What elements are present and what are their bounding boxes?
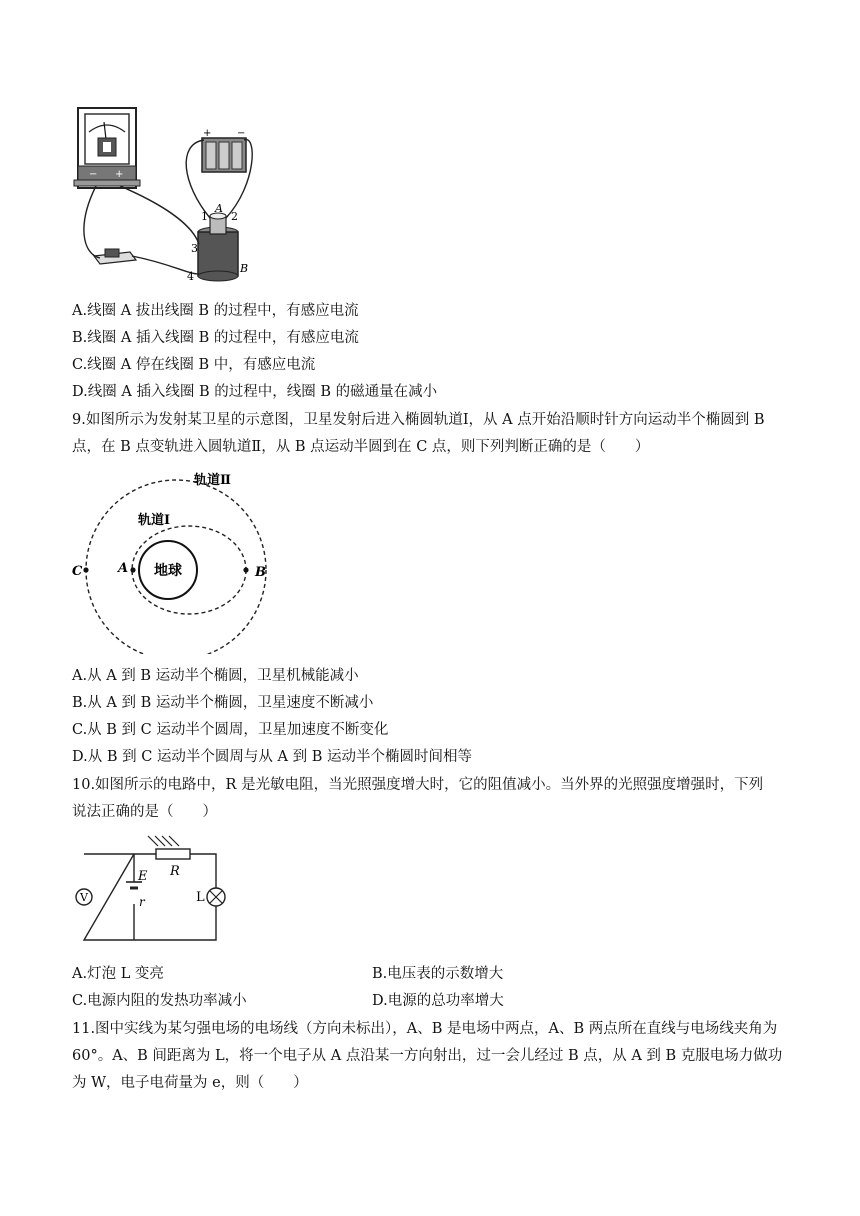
terminal-2-label: 2 xyxy=(231,210,238,223)
q10-stem-line1: 10.如图所示的电路中，R 是光敏电阻，当光照强度增大时，它的阻值减小。当外界的光照强度增强时，下列 xyxy=(72,777,764,793)
photoresistor xyxy=(156,849,190,859)
q9-option-c: C.从 B 到 C 运动半个圆周，卫星加速度不断变化 xyxy=(72,722,389,738)
galvanometer xyxy=(74,108,140,188)
q8-option-c: C.线圈 A 停在线圈 B 中，有感应电流 xyxy=(72,357,316,373)
circuit-figure xyxy=(70,830,240,948)
point-b-label: B xyxy=(255,565,266,580)
q8-option-d: D.线圈 A 插入线圈 B 的过程中，线圈 B 的磁通量在减小 xyxy=(72,384,438,400)
q9-option-a: A.从 A 到 B 运动半个椭圆，卫星机械能减小 xyxy=(72,668,359,684)
q8-option-a: A.线圈 A 拔出线圈 B 的过程中，有感应电流 xyxy=(72,303,359,319)
terminal-3-label: 3 xyxy=(191,242,198,255)
voltmeter-label: V xyxy=(80,891,88,904)
induction-experiment-svg xyxy=(72,104,272,294)
battery xyxy=(202,128,246,172)
q11-stem-line1: 11.图中实线为某匀强电场的电场线（方向未标出），A、B 是电场中两点，A、B 两点所在直线与电场线夹角为 xyxy=(72,1021,778,1037)
circuit-svg xyxy=(70,830,240,948)
q9-stem-line1: 9.如图所示为发射某卫星的示意图，卫星发射后进入椭圆轨道Ⅰ，从 A 点开始沿顺时针方向运动半个椭圆到 B xyxy=(72,412,765,428)
resistor-label: R xyxy=(170,864,180,879)
coil-b xyxy=(198,227,238,281)
meter-plus-label: + xyxy=(115,169,124,180)
internal-resistance-label: r xyxy=(139,895,145,909)
orbit-i-label: 轨道Ⅰ xyxy=(138,513,171,528)
q9-option-b: B.从 A 到 B 运动半个椭圆，卫星速度不断减小 xyxy=(72,695,374,711)
orbit-figure xyxy=(66,462,276,654)
point-c-dot xyxy=(83,567,88,572)
battery-plus-label: + xyxy=(203,128,212,139)
q10-option-a: A.灯泡 L 变亮 xyxy=(72,966,164,982)
terminal-4-label: 4 xyxy=(187,270,194,283)
point-c-label: C xyxy=(72,564,83,579)
point-a-dot xyxy=(130,567,135,572)
terminal-1-label: 1 xyxy=(201,210,208,223)
q11-stem-line3: 为 W，电子电荷量为 e，则（ ） xyxy=(72,1075,308,1091)
point-b-dot xyxy=(243,567,248,572)
orbit-ii-label: 轨道Ⅱ xyxy=(194,473,231,488)
orbit-svg xyxy=(66,462,276,654)
lamp-label: L xyxy=(196,890,205,905)
light-arrows xyxy=(148,836,179,846)
q10-option-b: B.电压表的示数增大 xyxy=(372,966,504,982)
emf-label: E xyxy=(138,869,148,884)
coil-b-label: B xyxy=(240,262,249,275)
point-a-label: A xyxy=(118,561,129,576)
q8-option-b: B.线圈 A 插入线圈 B 的过程中，有感应电流 xyxy=(72,330,359,346)
coil-a-label: A xyxy=(215,202,223,215)
meter-minus-label: − xyxy=(89,169,98,180)
q9-stem-line2: 点，在 B 点变轨进入圆轨道Ⅱ，从 B 点运动半圆到在 C 点，则下列判断正确的是（ ） xyxy=(72,439,650,455)
q11-stem-line2: 60°。A、B 间距离为 L，将一个电子从 A 点沿某一方向射出，过一会儿经过 B 点，从 A 到 B 克服电场力做功 xyxy=(72,1048,783,1064)
coil-a xyxy=(210,213,226,234)
battery-minus-label: − xyxy=(237,128,246,139)
switch xyxy=(94,249,136,264)
q10-option-c: C.电源内阻的发热功率减小 xyxy=(72,993,247,1009)
earth-label: 地球 xyxy=(154,563,182,579)
induction-experiment-figure xyxy=(72,104,272,294)
q10-stem-line2: 说法正确的是（ ） xyxy=(72,804,217,820)
q10-option-d: D.电源的总功率增大 xyxy=(372,993,504,1009)
q9-option-d: D.从 B 到 C 运动半个圆周与从 A 到 B 运动半个椭圆时间相等 xyxy=(72,749,472,765)
